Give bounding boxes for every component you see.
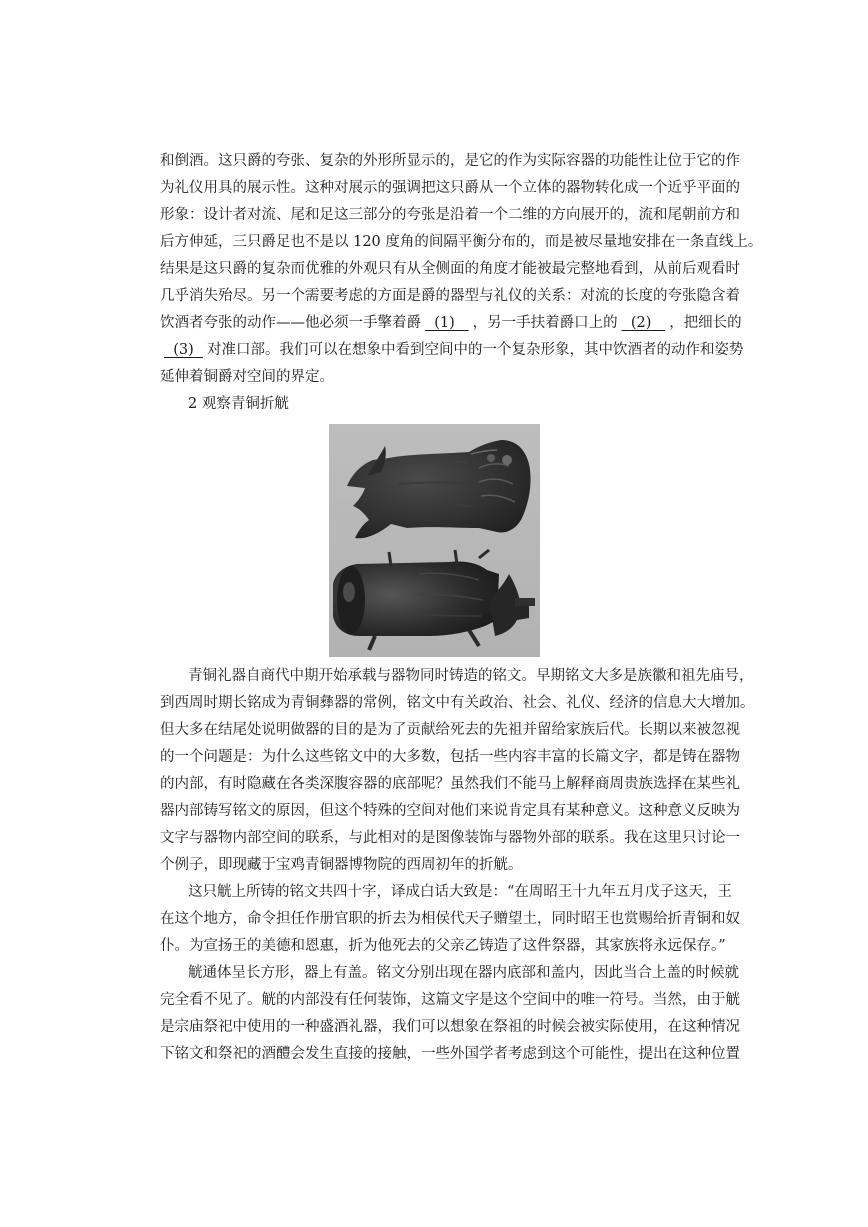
text-line: 个例子，即现藏于宝鸡青铜器博物院的西周初年的折觥。: [160, 857, 523, 873]
text-line: 器内部铸写铭文的原因，但这个特殊的空间对他们来说肯定具有某种意义。这种意义反映为: [160, 803, 740, 819]
text-line: 后方伸延，三只爵足也不是以 120 度角的间隔平衡分布的，而是被尽量地安排在一条直线上。: [160, 234, 763, 250]
text-line: 青铜礼器自商代中期开始承载与器物同时铸造的铭文。早期铭文大多是族徽和祖先庙号，: [188, 668, 754, 684]
text-line-with-blanks: [160, 310, 742, 337]
text-line: 的内部，有时隐藏在各类深腹容器的底部呢？虽然我们不能马上解释商周贵族选择在某些礼: [160, 776, 740, 792]
text-line: 形象：设计者对流、尾和足这三部分的夸张是沿着一个二维的方向展开的，流和尾朝前方和: [160, 207, 740, 223]
text-line: 和倒酒。这只爵的夸张、复杂的外形所显示的，是它的作为实际容器的功能性让位于它的作: [160, 153, 740, 169]
bronze-gong-photo: [329, 424, 540, 657]
paragraph-inscriptions: [160, 663, 755, 879]
text-line: 但大多在结尾处说明做器的目的是为了贡献给死去的先祖并留给家族后代。长期以来被忽视: [160, 722, 740, 738]
paragraph-translation: [160, 879, 740, 960]
section-heading-block: [160, 391, 711, 418]
text-line: 仆。为宣扬王的美德和恩惠，折为他死去的父亲乙铸造了这件祭器，其家族将永远保存。”: [160, 938, 726, 954]
text-line: 延伸着铜爵对空间的界定。: [160, 369, 334, 385]
paragraph-jue-description: [160, 148, 763, 391]
text-line: 下铭文和祭祀的酒醴会发生直接的接触，一些外国学者考虑到这个可能性，提出在这种位置: [160, 1046, 740, 1062]
text-line: 觥通体呈长方形，器上有盖。铭文分别出现在器内底部和盖内，因此当合上盖的时候就: [188, 965, 739, 981]
text-line: 几乎消失殆尽。另一个需要考虑的方面是爵的器型与礼仪的关系：对流的长度的夸张隐含着: [160, 288, 740, 304]
text-line: 为礼仪用具的展示性。这种对展示的强调把这只爵从一个立体的器物转化成一个近乎平面的: [160, 180, 740, 196]
bronze-gong-illustration: [329, 424, 540, 657]
text-line: 文字与器物内部空间的联系，与此相对的是图像装饰与器物外部的联系。我在这里只讨论一: [160, 830, 740, 846]
text-line: 是宗庙祭祀中使用的一种盛酒礼器，我们可以想象在祭祖的时候会被实际使用，在这种情况: [160, 1019, 740, 1035]
text-line-with-blanks: [160, 337, 744, 364]
section-heading: 2 观察青铜折觥: [188, 396, 289, 412]
fill-blank-1: (1): [434, 315, 455, 331]
fill-blank-2: (2): [630, 315, 652, 331]
paragraph-gong-interior: [160, 960, 740, 1068]
text-line: 完全看不见了。觥的内部没有任何装饰，这篇文字是这个空间中的唯一符号。当然，由于觥: [160, 992, 740, 1008]
text-line: 结果是这只爵的复杂而优雅的外观只有从全侧面的角度才能被最完整地看到，从前后观看时: [160, 261, 740, 277]
fill-blank-3: (3): [173, 342, 194, 358]
text-line: 的一个问题是：为什么这些铭文中的大多数，包括一些内容丰富的长篇文字，都是铸在器物: [160, 749, 740, 765]
text-line: 这只觥上所铸的铭文共四十字，译成白话大致是：“在周昭王十九年五月戊子这天，王: [188, 884, 732, 900]
text-segment: ，把细长的: [669, 315, 742, 331]
text-segment: 对准口部。我们可以在想象中看到空间中的一个复杂形象，其中饮酒者的动作和姿势: [206, 342, 744, 358]
text-segment: 饮酒者夸张的动作——他必须一手擎着爵: [160, 315, 421, 331]
text-line: 在这个地方，命令担任作册官职的折去为相侯代天子赠望土，同时昭王也赏赐给折青铜和奴: [160, 911, 740, 927]
text-line: 到西周时期长铭成为青铜彝器的常例，铭文中有关政治、社会、礼仪、经济的信息大大增加。: [160, 695, 755, 711]
text-segment: ，另一手扶着爵口上的: [472, 315, 618, 331]
